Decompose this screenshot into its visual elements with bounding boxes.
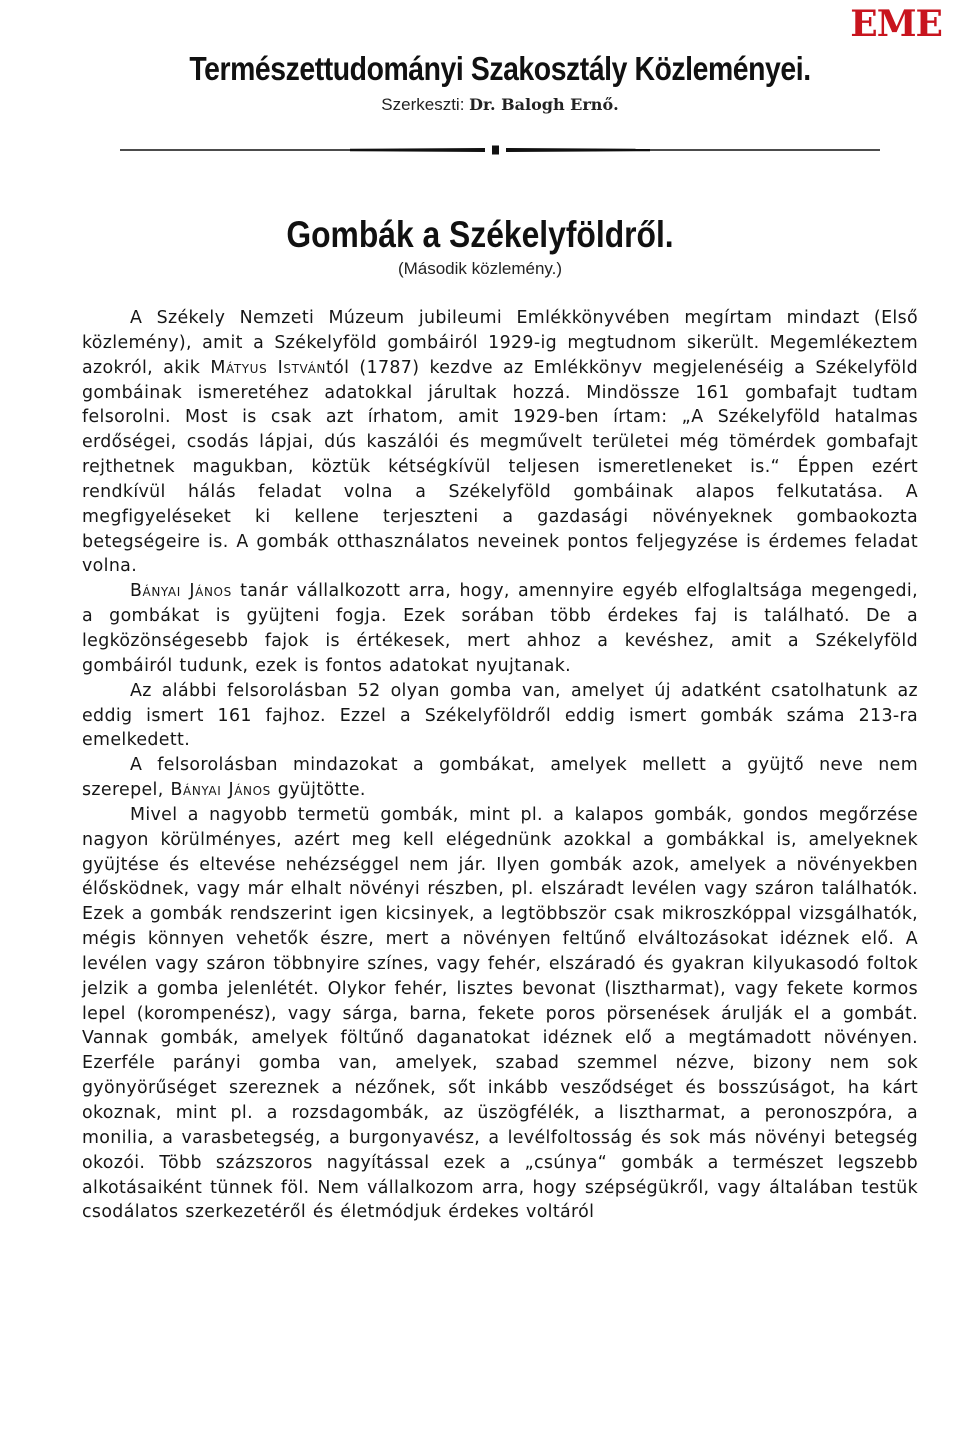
paragraph-text: Mivel a nagyobb termetü gombák, mint pl. a kalapos gombák, gondos megőrzése nagyon körülményes, azért meg kell elégednünk azokkal a gombákkal is, amelyeknek gyüjtése és eltevése nehézséggel nem jár. Ilyen gombák azok, amelyek a növényekben élősködnek, vagy már elhalt növényi részben, pl. elszáradt levélen vagy száron találhatók. Ezek a gombák rendszerint igen kicsinyek, a legtöbbször csak mikroszkóppal vizsgálhatók, mégis könnyen vehetők észre, mert a növényen feltűnő elváltozásokat idéznek elő. A levélen vagy száron többnyire színes, vagy fehér, elszáradó és gyakran kilyukasodó foltok jelzik a gomba jelenlétét. Olykor fehér, lisztes bevonat (lisztharmat), vagy fekete kormos lepel (korompenész), vagy sárga, barna, fekete poros pörsenések árulják el a gombát. Vannak gombák, amelyek föltűnő daganatokat idéznek elő a megtámadott növényen. Ezerféle parányi gomba van, amelyek, szabad szemmel nézve, bizony nem sok gyönyörűséget szereznek a nézőnek, sőt inkább vesződséget és bosszúságot, ha kárt okoznak, mint pl. a rozsdagombák, az üszögfélék, a lisztharmat, a peronoszpóra, a monilia, a varasbetegség, a burgonyavész, a levélfoltosság és sok más növényi betegség okozói. Több százszoros nagyítással ezek a „csúnya“ gombák a természet legszebb alkotásaiként tünnek föl. Nem vállalkozom arra, hogy szépségükről, vagy általában testük csodálatos szerkezetéről és életmódjuk érdekes voltáról — [82, 804, 918, 1223]
eme-logo: EME — [850, 3, 942, 45]
author-name: Bányai János — [130, 581, 232, 602]
author-name: Mátyus István — [210, 357, 326, 378]
journal-header — [70, 48, 930, 116]
article-paragraph — [82, 753, 918, 803]
paragraph-text: Az alábbi felsorolásban 52 olyan gomba van, amelyet új adatként csatolhatunk az eddig ismert 161 fajhoz. Ezzel a Székelyföldről eddig ismert gombák száma 213-ra emelkedett. — [82, 680, 918, 751]
article-paragraph — [82, 579, 918, 678]
ornamental-divider — [120, 143, 880, 157]
article-body — [82, 306, 918, 1225]
paragraph-text: A felsorolásban mindazokat a gombákat, amelyek mellett a gyüjtő neve nem szerepel, — [82, 755, 918, 801]
editor-label: Szerkeszti: — [381, 95, 465, 114]
paragraph-text: tól (1787) kezdve az Emlékkönyv megjelenéséig a Székelyföld gombáinak ismeretéhez adatokkal járultak hozzá. Mindössze 161 gombafajt tudtam felsorolni. Most is csak azt írhatom, amit 1929-ben írtam: „A Székelyföld hatalmas erdőségei, csodás lápjai, dús kaszálói és megművelt területei még tömérdek gombafajt rejthetnek magukban, köztük kétségkívül teljesen ismeretleneket is.“ Éppen ezért rendkívül hálás feladat volna a Székelyföld gombáinak alapos felkutatása. A megfigyeléseket ki kellene terjeszteni a gazdasági növényeknek gombaokozta betegségeire is. A gombák otthasználatos neveinek pontos feljegyzése is érdemes feladat volna. — [82, 357, 918, 577]
paragraph-text: A Székely Nemzeti Múzeum jubileumi Emlékkönyvében megírtam mindazt (Első közlemény), amit a Székelyföld gombáiról 1929-ig megtudnom sikerült. Megemlékeztem azokról, akik — [82, 308, 918, 378]
paragraph-text: gyüjtötte. — [270, 780, 366, 801]
author-name: Bányai János — [170, 780, 271, 801]
journal-title: Természettudományi Szakosztály Közleményei. — [189, 50, 811, 87]
editor-line — [70, 94, 930, 116]
article-paragraph — [82, 306, 918, 579]
article-paragraph — [82, 803, 918, 1225]
paragraph-text: tanár vállalkozott arra, hogy, amennyire egyéb elfoglaltsága megengedi, a gombákat is gyüjteni fogja. Ezek sorában több érdekes faj is található. De a legközönségesebb fajok is értékesek, mert ahhoz a kevéshez, amit a Székelyföld gombáiról tudunk, ezek is fontos adatokat nyujtanak. — [82, 581, 918, 676]
article-paragraph — [82, 679, 918, 754]
article-subtitle: (Második közlemény.) — [397, 259, 563, 278]
editor-name: Dr. Balogh Ernő. — [469, 95, 619, 114]
article-title: Gombák a Székelyföldről. — [286, 214, 674, 255]
